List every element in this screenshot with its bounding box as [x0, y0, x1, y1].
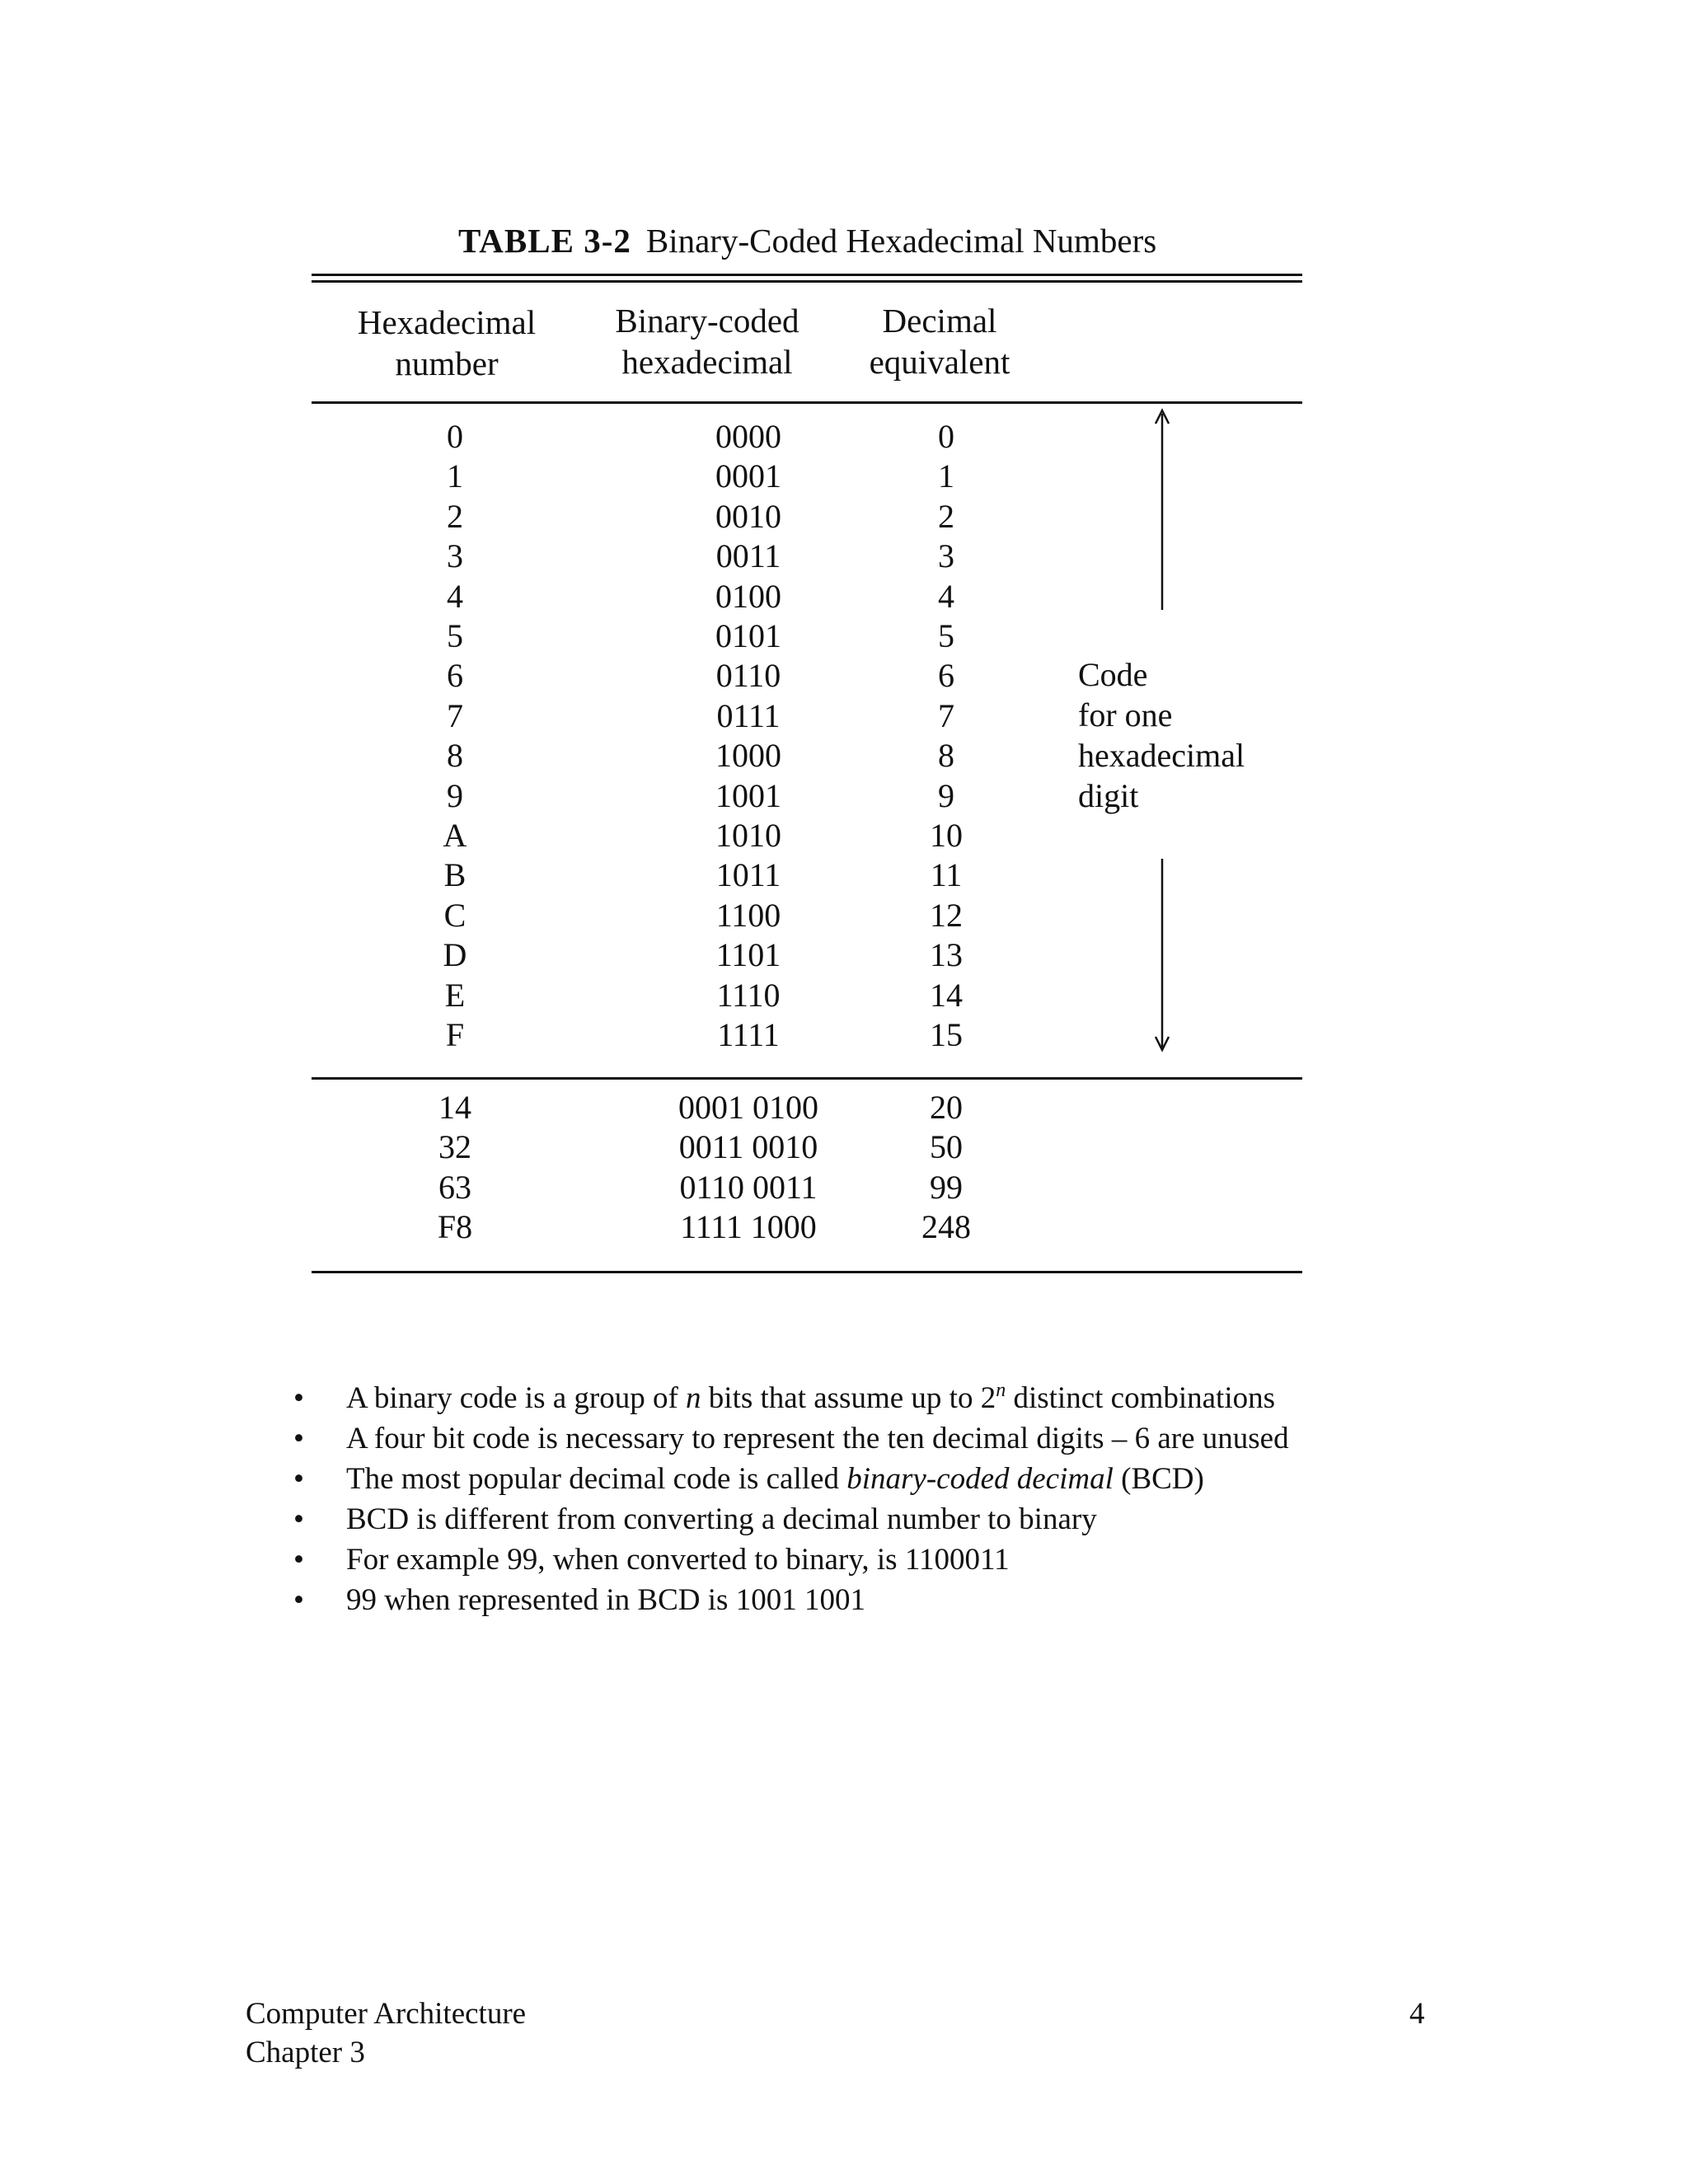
side-note: Code for one hexadecimal digit	[1078, 656, 1245, 814]
row-binary-cell: 1000	[715, 737, 781, 775]
row-binary-cell: 0101	[715, 617, 781, 654]
row-decimal-cell: 9	[938, 776, 954, 814]
page-number: 4	[1409, 1997, 1425, 2031]
row-binary-cell: 1100	[715, 896, 781, 934]
header-binary-coded: Binary-coded hexadecimal	[615, 302, 799, 381]
header-hexadecimal: Hexadecimal number	[357, 303, 537, 382]
row-decimal-cell: 11	[930, 856, 963, 894]
section-rule	[312, 1077, 1302, 1080]
row-decimal-cell: 8	[938, 737, 954, 775]
example-hex-cell: 32	[438, 1128, 471, 1166]
row-hex-cell: D	[443, 936, 467, 974]
row-binary-cell: 1010	[715, 817, 781, 854]
table-caption-title: Binary-Coded Hexadecimal Numbers	[645, 222, 1157, 260]
example-hex-cell: 63	[438, 1168, 471, 1206]
bullet-item: • The most popular decimal code is called binary-coded decimal (BCD)	[280, 1459, 1289, 1499]
row-hex-cell: 3	[447, 537, 463, 575]
row-hex-cell: 2	[447, 497, 463, 535]
row-binary-cell: 0010	[715, 497, 781, 535]
row-hex-cell: 4	[447, 577, 463, 615]
row-binary-cell: 0001	[715, 457, 781, 495]
header-decimal: Decimal equivalent	[869, 302, 1010, 381]
row-binary-cell: 1101	[715, 936, 781, 974]
up-arrow-icon	[1146, 404, 1179, 618]
row-hex-cell: 9	[447, 776, 463, 814]
example-binary-cell: 0110 0011	[679, 1168, 818, 1206]
row-decimal-cell: 10	[930, 817, 963, 854]
table-caption-label: TABLE 3-2	[458, 222, 631, 260]
row-binary-cell: 1110	[716, 976, 781, 1014]
row-hex-cell: A	[443, 817, 467, 854]
example-hex-cell: F8	[437, 1208, 473, 1246]
footer-left	[246, 1994, 526, 2072]
table-caption	[458, 221, 1156, 260]
row-hex-cell: E	[444, 976, 466, 1014]
row-hex-cell: F	[445, 1016, 465, 1053]
example-binary-cell: 0001 0100	[678, 1089, 818, 1126]
down-arrow-icon	[1146, 854, 1179, 1060]
example-decimal-cell: 99	[930, 1168, 963, 1206]
table-top-rule-1	[312, 274, 1302, 276]
example-decimal-cell: 248	[921, 1208, 971, 1246]
row-decimal-cell: 1	[938, 457, 954, 495]
row-hex-cell: 0	[447, 418, 463, 455]
row-decimal-cell: 13	[930, 936, 963, 974]
bullet-item: • A four bit code is necessary to represent the ten decimal digits – 6 are unused	[280, 1418, 1289, 1459]
table-bottom-rule	[312, 1271, 1302, 1273]
bullet-item: • 99 when represented in BCD is 1001 1001	[280, 1580, 1289, 1620]
example-decimal-cell: 50	[930, 1128, 963, 1166]
bullet-item: • For example 99, when converted to binary, is 1100011	[280, 1540, 1289, 1580]
row-hex-cell: 7	[447, 696, 463, 734]
row-hex-cell: B	[443, 856, 467, 894]
row-hex-cell: 8	[447, 737, 463, 775]
row-binary-cell: 0110	[715, 657, 781, 695]
example-hex-cell: 14	[438, 1089, 471, 1126]
row-hex-cell: C	[443, 896, 467, 934]
example-binary-cell: 1111 1000	[680, 1208, 817, 1246]
row-hex-cell: 1	[447, 457, 463, 495]
footer-course: Computer Architecture	[246, 1997, 527, 2031]
row-binary-cell: 1111	[717, 1016, 780, 1053]
bullet-list	[280, 1378, 1289, 1620]
row-hex-cell: 6	[447, 657, 463, 695]
example-decimal-cell: 20	[930, 1089, 963, 1126]
row-binary-cell: 1001	[715, 776, 781, 814]
row-binary-cell: 1011	[715, 856, 781, 894]
bullet-item: • A binary code is a group of n bits that assume up to 2$^n$ distinct combinations	[280, 1378, 1289, 1418]
row-hex-cell: 5	[447, 617, 463, 654]
row-binary-cell: 0100	[715, 577, 781, 615]
row-binary-cell: 0000	[715, 418, 781, 455]
row-decimal-cell: 7	[938, 696, 954, 734]
row-decimal-cell: 15	[930, 1016, 963, 1053]
example-binary-cell: 0011 0010	[678, 1128, 818, 1166]
row-decimal-cell: 14	[930, 976, 963, 1014]
row-decimal-cell: 3	[938, 537, 954, 575]
row-decimal-cell: 12	[930, 896, 963, 934]
row-decimal-cell: 6	[938, 657, 954, 695]
row-decimal-cell: 4	[938, 577, 954, 615]
footer-chapter: Chapter 3	[246, 2036, 365, 2069]
row-binary-cell: 0011	[715, 537, 781, 575]
row-decimal-cell: 2	[938, 497, 954, 535]
row-decimal-cell: 0	[938, 418, 954, 455]
bullet-item: • BCD is different from converting a decimal number to binary	[280, 1499, 1289, 1540]
table-top-rule-2	[312, 280, 1302, 283]
row-decimal-cell: 5	[938, 617, 954, 654]
row-binary-cell: 0111	[716, 696, 781, 734]
